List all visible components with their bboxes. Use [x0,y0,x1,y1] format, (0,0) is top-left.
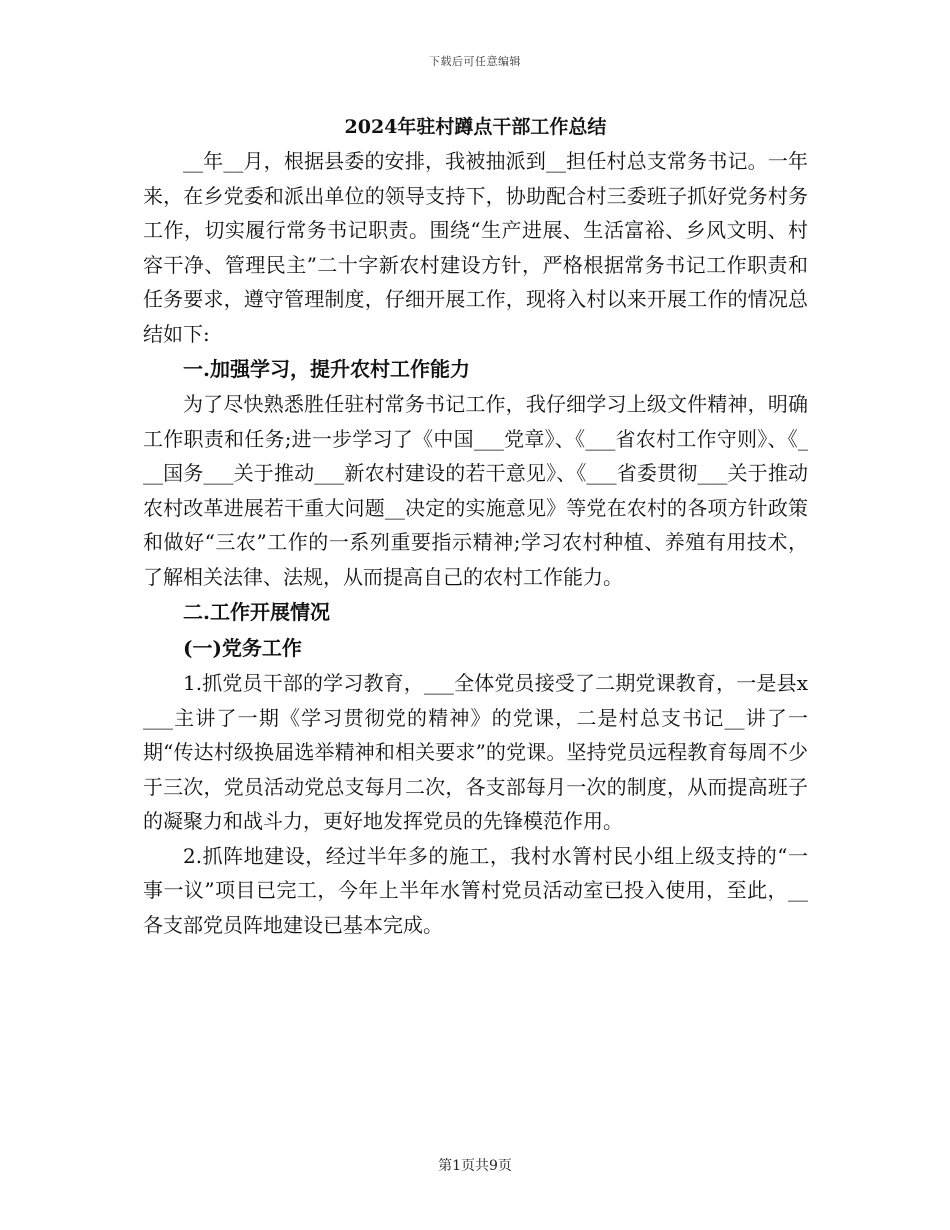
section-1-heading: 一.加强学习，提升农村工作能力 [183,357,470,381]
page-header-note: 下载后可任意编辑 [429,55,521,68]
item-1-paragraph: 1.抓党员干部的学习教育，___全体党员接受了二期党课教育，一是县x___主讲了一期《学习贯彻党的精神》的党课，二是村总支书记__讲了一期“传达村级换届选举精神和相关要求”的党课。坚持党员远程教育每周不少于三次，党员活动党总支每月二次，各支部每月一次的制度，从而提高班子的凝聚力和战斗力，更好地发挥党员的先锋模范作用。 [143,671,808,833]
document-title: 2024年驻村蹲点干部工作总结 [344,116,607,138]
section-1-paragraph: 为了尽快熟悉胜任驻村常务书记工作，我仔细学习上级文件精神，明确工作职责和任务;进一步学习了《中国___党章》、《___省农村工作守则》、《___国务___关于推动___新农村建设的若干意见》、《___省委贯彻___关于推动农村改革进展若干重大问题__决定的实施意见》等党在农村的各项方针政策和做好“三农”工作的一系列重要指示精神;学习农村种植、养殖有用技术，了解相关法律、法规，从而提高自己的农村工作能力。 [143,392,808,589]
document-body [143,112,808,942]
subsection-1-heading: (一)党务工作 [183,636,302,660]
item-2-paragraph: 2.抓阵地建设，经过半年多的施工，我村水箐村民小组上级支持的“一事一议”项目已完工，今年上半年水箐村党员活动室已投入使用，至此，__各支部党员阵地建设已基本完成。 [143,843,808,937]
page-number-footer: 第1页共9页 [438,1158,512,1174]
intro-paragraph: __年__月，根据县委的安排，我被抽派到__担任村总支常务书记。一年来，在乡党委和派出单位的领导支持下，协助配合村三委班子抓好党务村务工作，切实履行常务书记职责。围绕“生产进展、生活富裕、乡风文明、村容干净、管理民主”二十字新农村建设方针，严格根据常务书记工作职责和任务要求，遵守管理制度，仔细开展工作，现将入村以来开展工作的情况总结如下: [143,149,808,346]
section-2-heading: 二.工作开展情况 [183,600,330,624]
